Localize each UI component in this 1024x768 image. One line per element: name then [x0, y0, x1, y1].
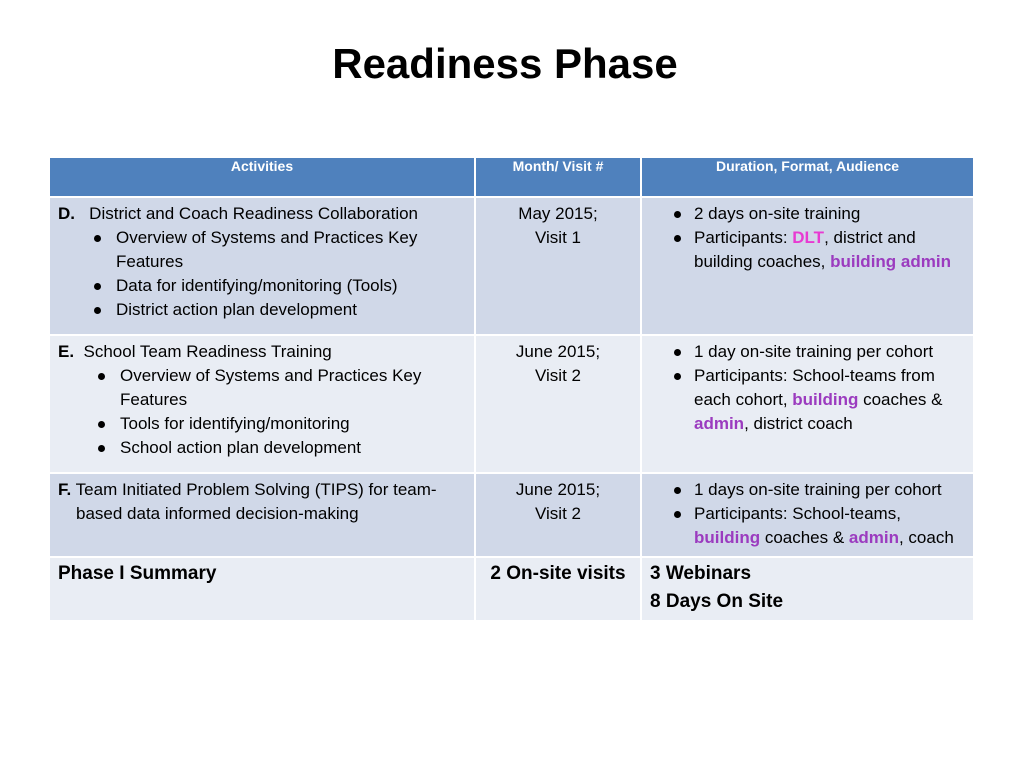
list-item: Overview of Systems and Practices Key Features — [116, 226, 466, 274]
summary-row — [49, 557, 974, 621]
page-title: Readiness Phase — [332, 40, 678, 87]
month-cell — [475, 335, 641, 473]
list-item: 1 days on-site training per cohort — [694, 478, 965, 502]
row-letter: F. — [58, 480, 72, 499]
readiness-table — [48, 156, 975, 622]
month-value: June 2015; — [515, 342, 601, 361]
visit-value: Visit 1 — [535, 228, 581, 247]
visit-value: Visit 2 — [535, 366, 581, 385]
table-row — [49, 335, 974, 473]
month-cell — [475, 197, 641, 335]
visit-value: Visit 2 — [535, 504, 581, 523]
highlight-admin: admin — [694, 414, 745, 433]
highlight-building: building — [792, 390, 859, 409]
list-item: 2 days on-site training — [694, 202, 965, 226]
details-cell — [641, 197, 974, 335]
month-value: May 2015; — [518, 204, 598, 223]
activity-heading: School Team Readiness Training — [83, 342, 332, 361]
month-cell — [475, 473, 641, 557]
activity-cell — [49, 197, 475, 335]
highlight-building-admin: building admin — [830, 252, 951, 271]
list-item: Participants: DLT, district and building coaches, building admin — [694, 226, 965, 274]
summary-totals — [641, 557, 974, 621]
activity-cell — [49, 473, 475, 557]
table-row — [49, 197, 974, 335]
details-cell — [641, 335, 974, 473]
row-letter: D. — [58, 204, 75, 223]
details-cell — [641, 473, 974, 557]
header-activities: Activities — [49, 157, 475, 197]
activity-heading: District and Coach Readiness Collaboration — [89, 204, 419, 223]
summary-days: 8 Days On Site — [650, 591, 784, 612]
list-item: 1 day on-site training per cohort — [694, 340, 965, 364]
summary-webinars: 3 Webinars — [650, 563, 752, 584]
list-item: Data for identifying/monitoring (Tools) — [116, 274, 466, 298]
row-letter: E. — [58, 342, 75, 361]
list-item: Participants: School-teams from each cohort, building coaches & admin, district coach — [694, 364, 965, 436]
month-value: June 2015; — [515, 480, 601, 499]
highlight-building: building — [694, 528, 761, 547]
highlight-admin: admin — [848, 528, 899, 547]
header-duration: Duration, Format, Audience — [641, 157, 974, 197]
summary-visits: 2 On-site visits — [475, 557, 641, 621]
list-item: School action plan development — [120, 436, 466, 460]
table-header-row — [49, 157, 974, 197]
summary-label: Phase I Summary — [49, 557, 475, 621]
highlight-dlt: DLT — [792, 228, 825, 247]
table-row — [49, 473, 974, 557]
activity-cell — [49, 335, 475, 473]
list-item: Overview of Systems and Practices Key Features — [120, 364, 466, 412]
activity-heading: Team Initiated Problem Solving (TIPS) for team-based data informed decision-making — [75, 480, 437, 523]
header-month: Month/ Visit # — [475, 157, 641, 197]
list-item: Tools for identifying/monitoring — [120, 412, 466, 436]
list-item: District action plan development — [116, 298, 466, 322]
activity-bullets — [58, 364, 466, 460]
activity-bullets — [58, 226, 466, 322]
list-item: Participants: School-teams, building coaches & admin, coach — [694, 502, 965, 550]
